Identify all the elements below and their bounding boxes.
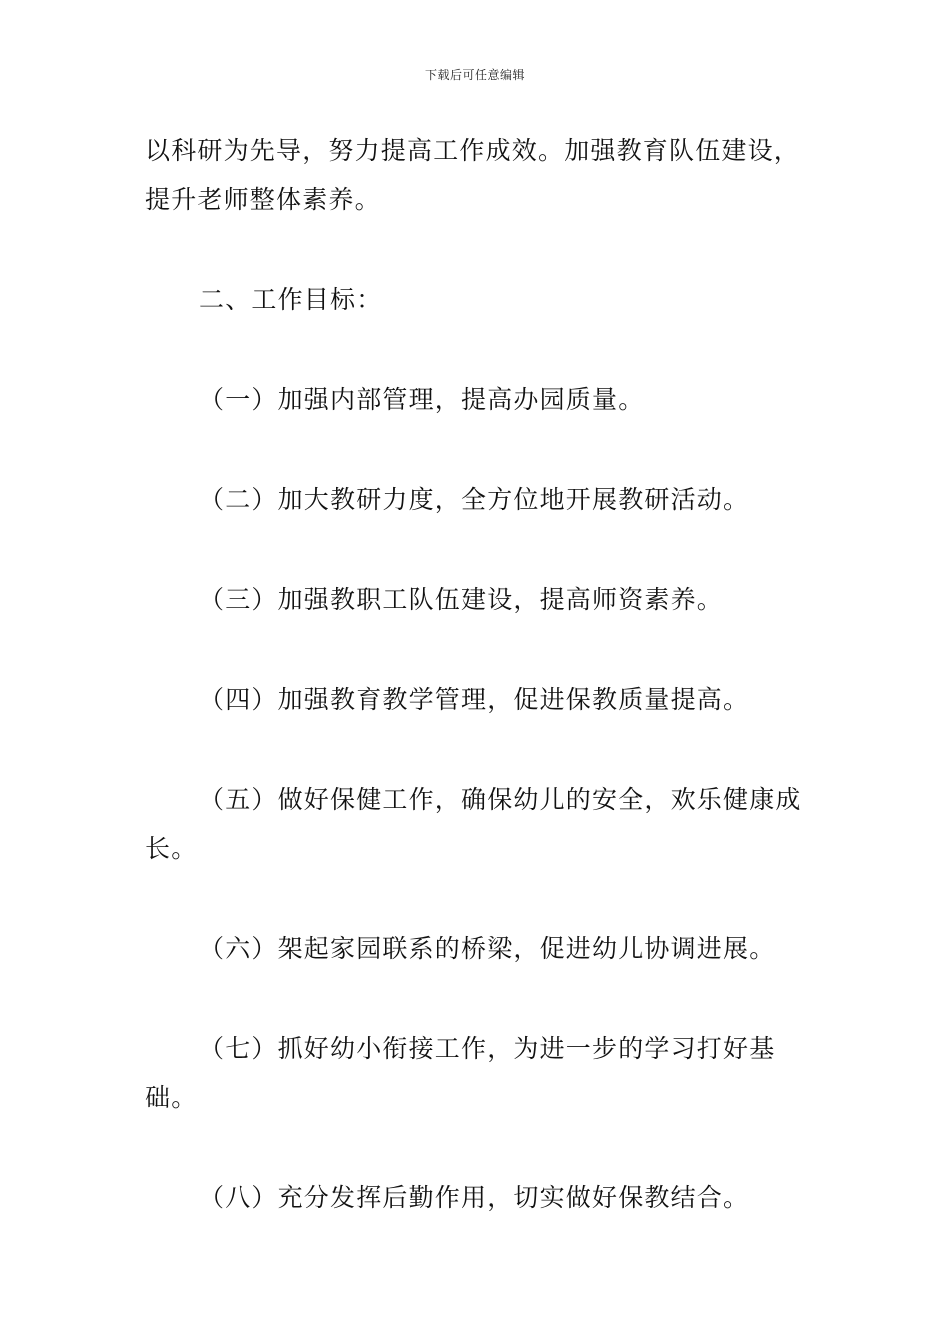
goal-item-3: （三）加强教职工队伍建设，提高师资素养。 — [199, 585, 724, 614]
goal-item-6: （六）架起家园联系的桥梁，促进幼儿协调进展。 — [199, 934, 776, 963]
paragraph-intro-continuation: 以科研为先导，努力提高工作成效。加强教育队伍建设，提升老师整体素养。 — [145, 136, 801, 214]
section-heading-work-goals: 二、工作目标： — [199, 285, 383, 314]
goal-item-8: （八）充分发挥后勤作用，切实做好保教结合。 — [199, 1183, 750, 1212]
document-body — [145, 126, 810, 1222]
goal-item-7: （七）抓好幼小衔接工作，为进一步的学习打好基础。 — [145, 1034, 776, 1112]
goal-item-1: （一）加强内部管理，提高办园质量。 — [199, 385, 645, 414]
goal-item-4: （四）加强教育教学管理，促进保教质量提高。 — [199, 685, 750, 714]
goal-item-2: （二）加大教研力度，全方位地开展教研活动。 — [199, 485, 750, 514]
page-header: 下载后可任意编辑 — [424, 68, 525, 82]
goal-item-5: （五）做好保健工作，确保幼儿的安全，欢乐健康成长。 — [145, 785, 802, 863]
